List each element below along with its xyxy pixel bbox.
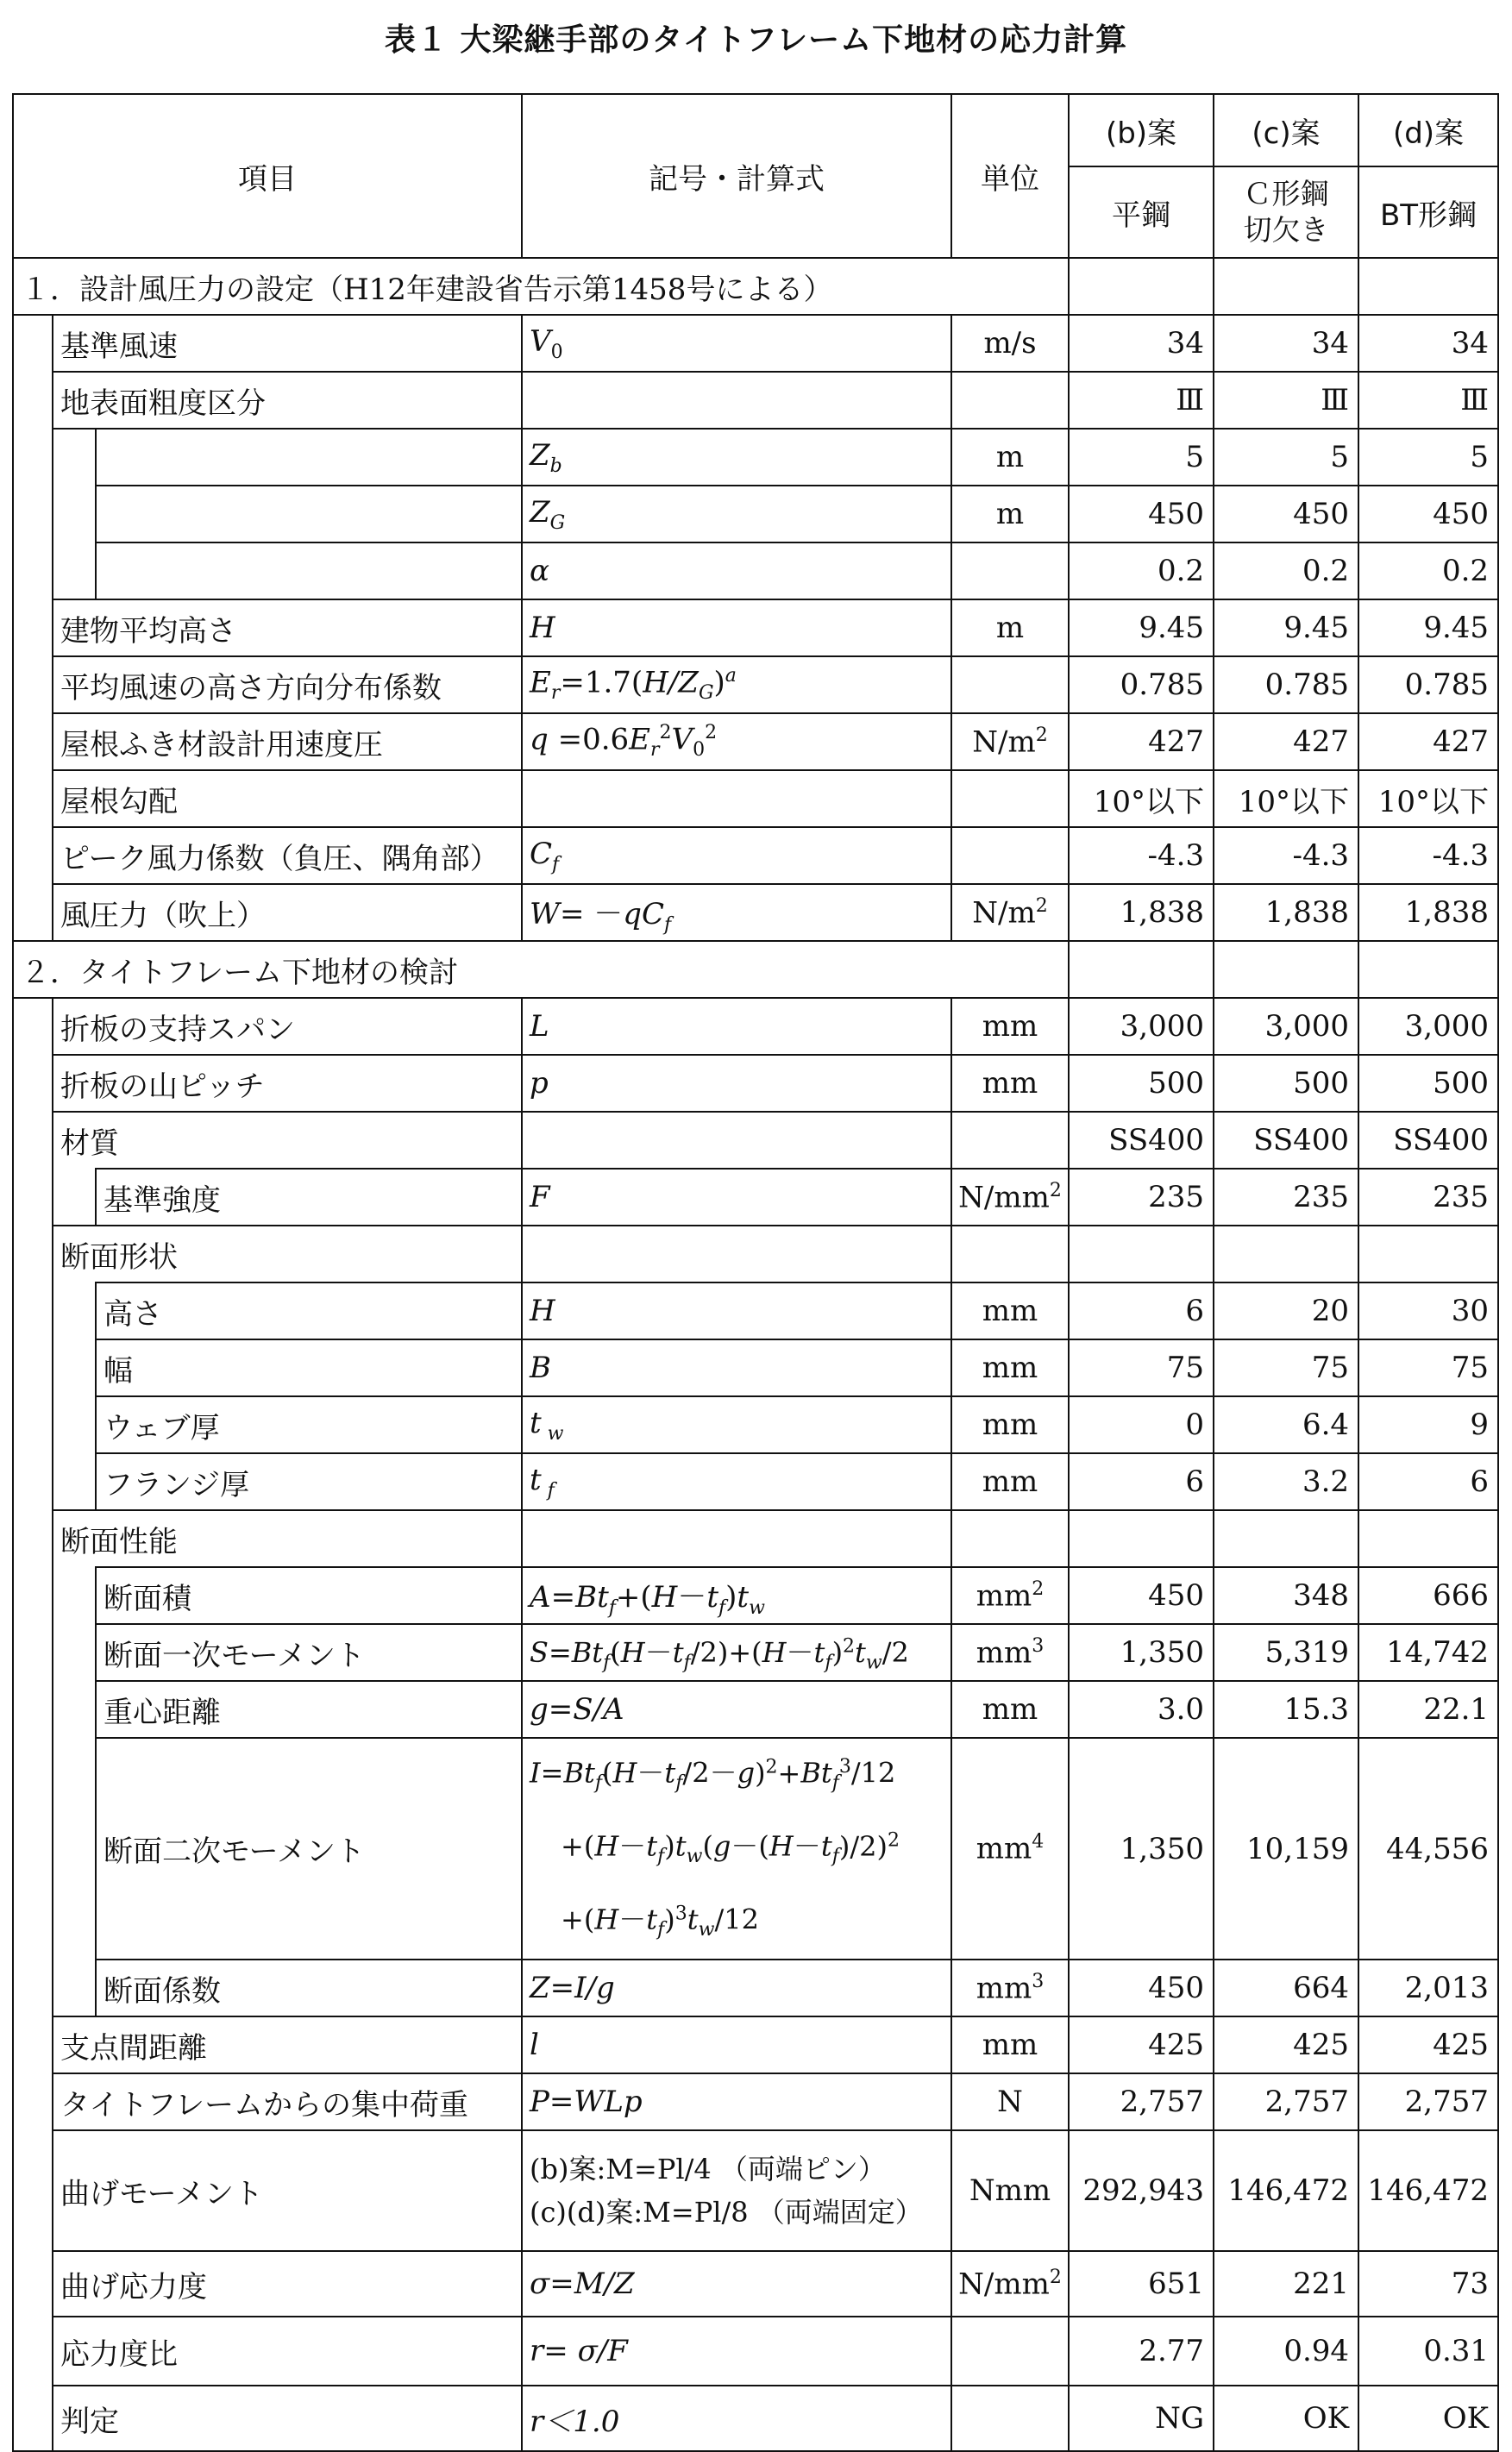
value-b: 3.0: [1069, 1681, 1214, 1738]
value-b: -4.3: [1069, 827, 1214, 884]
value-d: SS400: [1358, 1112, 1498, 1169]
value-b: 3,000: [1069, 998, 1214, 1055]
value-b: 0.785: [1069, 656, 1214, 713]
formula-sigma: σ=M/Z: [522, 2251, 951, 2317]
value-c: 6.4: [1214, 1396, 1358, 1453]
cell-empty: [1358, 258, 1498, 315]
formula-w: $W= -qC_f$: [522, 884, 951, 941]
subrow-indent: [53, 1169, 96, 1226]
formula-m: [522, 2130, 951, 2251]
row-label: 高さ: [96, 1282, 522, 1339]
cell-empty: [1358, 941, 1498, 998]
value-c: 427: [1214, 713, 1358, 770]
value-d: 427: [1358, 713, 1498, 770]
unit: [951, 1226, 1069, 1282]
value-b: 450: [1069, 1567, 1214, 1624]
header-type-c-line1: Ｃ形鋼: [1243, 177, 1329, 210]
header-type-d: BT形鋼: [1358, 166, 1498, 258]
value-d: 0.785: [1358, 656, 1498, 713]
unit: [951, 770, 1069, 827]
formula-f: F: [522, 1169, 951, 1226]
unit: [951, 372, 1069, 429]
row-label: 基準強度: [96, 1169, 522, 1226]
value-c: 500: [1214, 1055, 1358, 1112]
value-d: 0.2: [1358, 542, 1498, 599]
formula-zg: $Z_G$: [522, 486, 951, 542]
value-d: 14,742: [1358, 1624, 1498, 1681]
formula-b: B: [522, 1339, 951, 1396]
value-d: 0.31: [1358, 2317, 1498, 2386]
formula-h: H: [522, 1282, 951, 1339]
formula-i-line2: $+(H-t_f)t_w(g-(H-t_f)/2)^2$: [561, 1829, 900, 1868]
formula-er: $E_r=1.7(H/Z_G)^a$: [522, 656, 951, 713]
unit: m: [951, 486, 1069, 542]
section1-indent: [13, 315, 53, 941]
formula-alpha: α: [522, 542, 951, 599]
row-label: 重心距離: [96, 1681, 522, 1738]
value-d: 34: [1358, 315, 1498, 372]
value-b: [1069, 1510, 1214, 1567]
section1-title: １．設計風圧力の設定（H12年建設省告示第1458号による）: [13, 258, 1069, 315]
value-b: 425: [1069, 2016, 1214, 2073]
header-case-c: (c)案: [1214, 94, 1358, 166]
value-c: 221: [1214, 2251, 1358, 2317]
cell-empty: [1214, 258, 1358, 315]
value-c: 10°以下: [1214, 770, 1358, 827]
row-label: タイトフレームからの集中荷重: [53, 2073, 522, 2130]
unit: mm: [951, 998, 1069, 1055]
cell-empty: [1069, 258, 1214, 315]
subrow-indent: [53, 1282, 96, 1510]
unit: N: [951, 2073, 1069, 2130]
value-d: 146,472: [1358, 2130, 1498, 2251]
value-d: 10°以下: [1358, 770, 1498, 827]
value-d: 1,838: [1358, 884, 1498, 941]
value-c: 9.45: [1214, 599, 1358, 656]
unit: [951, 1112, 1069, 1169]
row-label: 断面一次モーメント: [96, 1624, 522, 1681]
formula-zb: $Z_b$: [522, 429, 951, 486]
section2-indent: [13, 998, 53, 2451]
value-c: 5,319: [1214, 1624, 1358, 1681]
value-b: 75: [1069, 1339, 1214, 1396]
value-c: 146,472: [1214, 2130, 1358, 2251]
unit-n-m2: $N/m^2$: [951, 884, 1069, 941]
value-b: 235: [1069, 1169, 1214, 1226]
formula-i-line1: $I=Bt_f(H-t_f/2-g)^2+Bt_f^3/12$: [530, 1756, 896, 1795]
row-label: 屋根ふき材設計用速度圧: [53, 713, 522, 770]
unit-mm3: $mm^3$: [951, 1960, 1069, 2016]
value-c: Ⅲ: [1214, 372, 1358, 429]
row-label: [96, 486, 522, 542]
value-c: [1214, 1226, 1358, 1282]
value-b: 427: [1069, 713, 1214, 770]
unit: [951, 656, 1069, 713]
value-c: 3.2: [1214, 1453, 1358, 1510]
row-label: 基準風速: [53, 315, 522, 372]
value-d: Ⅲ: [1358, 372, 1498, 429]
cell-empty: [1214, 941, 1358, 998]
unit: m/s: [951, 315, 1069, 372]
value-d: 30: [1358, 1282, 1498, 1339]
row-label: ウェブ厚: [96, 1396, 522, 1453]
unit: Nmm: [951, 2130, 1069, 2251]
value-c: 0.785: [1214, 656, 1358, 713]
unit: [951, 827, 1069, 884]
unit: [951, 542, 1069, 599]
row-label: 屋根勾配: [53, 770, 522, 827]
row-label: [96, 542, 522, 599]
row-label: 断面性能: [53, 1510, 522, 1567]
row-label: 曲げモーメント: [53, 2130, 522, 2251]
unit-n-m2: $N/m^2$: [951, 713, 1069, 770]
value-d: 75: [1358, 1339, 1498, 1396]
value-c: 450: [1214, 486, 1358, 542]
value-d: 3,000: [1358, 998, 1498, 1055]
value-b: 2.77: [1069, 2317, 1214, 2386]
header-type-c-line2: 切欠き: [1243, 213, 1329, 247]
cell-empty: [1069, 941, 1214, 998]
unit: mm: [951, 1339, 1069, 1396]
value-c: 235: [1214, 1169, 1358, 1226]
value-c: 0.94: [1214, 2317, 1358, 2386]
row-label: 断面積: [96, 1567, 522, 1624]
value-d: 6: [1358, 1453, 1498, 1510]
unit: [951, 1510, 1069, 1567]
value-d: 235: [1358, 1169, 1498, 1226]
value-d: 500: [1358, 1055, 1498, 1112]
value-b: 10°以下: [1069, 770, 1214, 827]
subrow-indent: [53, 429, 96, 599]
row-label: [96, 429, 522, 486]
formula-g: g=S/A: [522, 1681, 951, 1738]
header-item: 項目: [13, 94, 522, 258]
value-d: 9: [1358, 1396, 1498, 1453]
subrow-indent: [53, 1567, 96, 2016]
formula-v0: $V_0$: [522, 315, 951, 372]
row-label: 平均風速の高さ方向分布係数: [53, 656, 522, 713]
value-d: 2,013: [1358, 1960, 1498, 2016]
row-label: 支点間距離: [53, 2016, 522, 2073]
formula-i-line3: $+(H-t_f)^3t_w/12$: [561, 1903, 759, 1941]
value-c: 5: [1214, 429, 1358, 486]
row-label: 応力度比: [53, 2317, 522, 2386]
unit: mm: [951, 1396, 1069, 1453]
formula-a: $A=Bt_f+(H-t_f)t_w$: [522, 1567, 951, 1624]
row-label: 判定: [53, 2386, 522, 2451]
value-b: 450: [1069, 486, 1214, 542]
unit-mm4: $mm^4$: [951, 1738, 1069, 1960]
value-d: 22.1: [1358, 1681, 1498, 1738]
value-d: 9.45: [1358, 599, 1498, 656]
header-type-c: [1214, 166, 1358, 258]
unit: m: [951, 599, 1069, 656]
value-b: 0: [1069, 1396, 1214, 1453]
value-d: [1358, 1226, 1498, 1282]
unit: m: [951, 429, 1069, 486]
table-title: 表１ 大梁継手部のタイトフレーム下地材の応力計算: [384, 22, 1128, 58]
value-c: 0.2: [1214, 542, 1358, 599]
unit-n-mm2: $N/mm^2$: [951, 1169, 1069, 1226]
value-b: 0.2: [1069, 542, 1214, 599]
formula-empty: [522, 1112, 951, 1169]
header-formula: 記号・計算式: [522, 94, 951, 258]
header-case-b: (b)案: [1069, 94, 1214, 166]
row-label: 建物平均高さ: [53, 599, 522, 656]
value-c: SS400: [1214, 1112, 1358, 1169]
formula-q: $q =0.6E_r^2V_0^2$: [522, 713, 951, 770]
value-b: Ⅲ: [1069, 372, 1214, 429]
row-label: ピーク風力係数（負圧、隅角部）: [53, 827, 522, 884]
value-c: 3,000: [1214, 998, 1358, 1055]
value-d: 5: [1358, 429, 1498, 486]
value-b: 5: [1069, 429, 1214, 486]
row-label: 断面二次モーメント: [96, 1738, 522, 1960]
judgement-b: NG: [1069, 2386, 1214, 2451]
unit: [951, 2386, 1069, 2451]
value-c: [1214, 1510, 1358, 1567]
value-d: 2,757: [1358, 2073, 1498, 2130]
unit-n-mm2: $N/mm^2$: [951, 2251, 1069, 2317]
formula-empty: [522, 1510, 951, 1567]
value-c: 425: [1214, 2016, 1358, 2073]
value-b: 651: [1069, 2251, 1214, 2317]
header-case-d: (d)案: [1358, 94, 1498, 166]
row-label: 風圧力（吹上）: [53, 884, 522, 941]
formula-i: [522, 1738, 951, 1960]
row-label: 断面係数: [96, 1960, 522, 2016]
value-b: 292,943: [1069, 2130, 1214, 2251]
value-d: 73: [1358, 2251, 1498, 2317]
value-b: 1,350: [1069, 1738, 1214, 1960]
row-label: 幅: [96, 1339, 522, 1396]
value-d: 425: [1358, 2016, 1498, 2073]
value-d: 666: [1358, 1567, 1498, 1624]
row-label: 折板の支持スパン: [53, 998, 522, 1055]
value-b: 2,757: [1069, 2073, 1214, 2130]
unit: mm: [951, 1055, 1069, 1112]
value-b: SS400: [1069, 1112, 1214, 1169]
formula-p-load: P=WLp: [522, 2073, 951, 2130]
row-label: 材質: [53, 1112, 522, 1169]
unit: mm: [951, 1453, 1069, 1510]
value-d: 44,556: [1358, 1738, 1498, 1960]
value-c: 34: [1214, 315, 1358, 372]
formula-s: $S=Bt_f(H-t_f/2)+(H-t_f)^2t_w/2$: [522, 1624, 951, 1681]
judgement-c: OK: [1214, 2386, 1358, 2451]
value-c: -4.3: [1214, 827, 1358, 884]
value-c: 15.3: [1214, 1681, 1358, 1738]
judgement-d: OK: [1358, 2386, 1498, 2451]
unit: mm: [951, 1681, 1069, 1738]
formula-z: Z=I/g: [522, 1960, 951, 2016]
row-label: 断面形状: [53, 1226, 522, 1282]
value-b: [1069, 1226, 1214, 1282]
value-c: 20: [1214, 1282, 1358, 1339]
formula-p: p: [522, 1055, 951, 1112]
header-type-b: 平鋼: [1069, 166, 1214, 258]
unit: [951, 2317, 1069, 2386]
row-label: 地表面粗度区分: [53, 372, 522, 429]
formula-empty: [522, 770, 951, 827]
value-b: 9.45: [1069, 599, 1214, 656]
value-d: 450: [1358, 486, 1498, 542]
value-b: 1,838: [1069, 884, 1214, 941]
value-c: 348: [1214, 1567, 1358, 1624]
value-d: -4.3: [1358, 827, 1498, 884]
formula-judge: r＜1.0: [522, 2386, 951, 2451]
formula-tf: t $_f$: [522, 1453, 951, 1510]
unit: mm: [951, 1282, 1069, 1339]
formula-tw: t $_w$: [522, 1396, 951, 1453]
unit-mm2: $mm^2$: [951, 1567, 1069, 1624]
formula-empty: [522, 372, 951, 429]
unit: mm: [951, 2016, 1069, 2073]
formula-l: l: [522, 2016, 951, 2073]
formula-cf: $C_f$: [522, 827, 951, 884]
formula-l-span: L: [522, 998, 951, 1055]
value-c: 75: [1214, 1339, 1358, 1396]
value-d: [1358, 1510, 1498, 1567]
value-c: 2,757: [1214, 2073, 1358, 2130]
value-c: 664: [1214, 1960, 1358, 2016]
formula-m-line2: (c)(d)案:M=Pl/8 （両端固定）: [530, 2196, 923, 2229]
formula-h: H: [522, 599, 951, 656]
value-b: 34: [1069, 315, 1214, 372]
formula-m-line1: (b)案:M=Pl/4 （両端ピン）: [530, 2153, 886, 2186]
stress-calculation-table: [12, 93, 1497, 2439]
value-c: 10,159: [1214, 1738, 1358, 1960]
row-label: フランジ厚: [96, 1453, 522, 1510]
value-b: 6: [1069, 1453, 1214, 1510]
value-b: 6: [1069, 1282, 1214, 1339]
value-c: 1,838: [1214, 884, 1358, 941]
header-unit: 単位: [951, 94, 1069, 258]
unit-mm3: $mm^3$: [951, 1624, 1069, 1681]
value-b: 500: [1069, 1055, 1214, 1112]
value-b: 1,350: [1069, 1624, 1214, 1681]
section2-title: ２．タイトフレーム下地材の検討: [13, 941, 1069, 998]
row-label: 折板の山ピッチ: [53, 1055, 522, 1112]
value-b: 450: [1069, 1960, 1214, 2016]
row-label: 曲げ応力度: [53, 2251, 522, 2317]
formula-r: r= σ/F: [522, 2317, 951, 2386]
formula-empty: [522, 1226, 951, 1282]
